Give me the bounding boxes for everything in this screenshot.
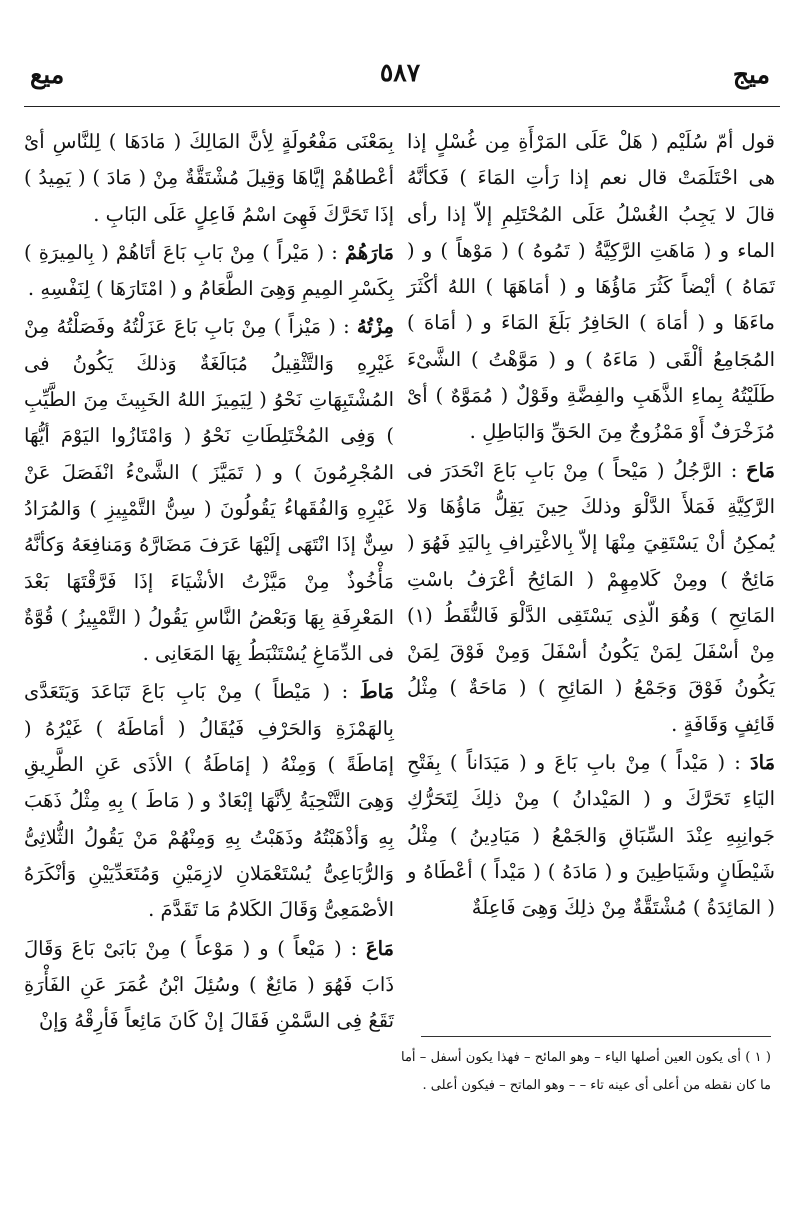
page-header [24,54,776,98]
entry-text: : ( مَيْطاً ) مِنْ بَابِ بَاعَ تَبَاعَدَ وَيَتَعَدَّى بِالهَمْزَةِ وَالحَرْفِ فَيُقَالُ ( أمَاطَهُ ) غَيْرُهُ ( إمَاطَةً ) وَمِنْهُ ( إمَاطَةُ ) الأذَى عَنِ الطَّرِيقِ وَهِىَ التَّنْحِيَةُ لِأنَّهَا إبْعَادٌ و ( مَاطَ ) بِهِ مِثْلُ ذَهَبَ بِهِ وَأذْهَبْتُهُ وذَهَبْتُ بِهِ وَمِنْهُمْ مَنْ يَقُولُ الثُّلاثِىُّ وَالرُّبَاعِىُّ يُسْتَعْمَلانِ لازِمَيْنِ وَمُتَعَدِّيَيْنِ وَأنْكَرَهُ الأصْمَعِىُّ وَقَالَ الكَلامُ مَا تَقَدَّمَ . [24,680,394,922]
entry-text: : ( مَيْراً ) مِنْ بَابِ بَاعَ أتَاهُمْ ( بِالمِيرَةِ ) بِكَسْرِ المِيمِ وَهِىَ الطَّعَامُ و ( امْتَارَهَا ) لِنَفْسِهِ . [24,240,394,301]
right-column [407,124,775,927]
entry-text: : ( مَيْعاً ) و ( مَوْعاً ) مِنْ بَابَىْ بَاعَ وَقَالَ ذَابَ فَهُوَ ( مَائِعٌ ) وسُئِلَ ابْنُ عُمَرَ عَنِ الفَأْرَةِ تَقَعُ فِى السَّمْنِ فَقَالَ إنْ كَانَ مَائِعاً فَأرِقْهُ وَإنْ [24,936,394,1033]
entry-text: : ( مَيْزاً ) مِنْ بَابِ بَاعَ عَزَلْتُهُ وفَصَلْتُهُ مِنْ غَيْرِهِ وَالتَّثْقِيلُ مُبَالَغَةٌ وَذلكَ يَكُونُ فى المُشْتَبِهَاتِ نَحْوُ ( لِيَمِيزَ اللهُ الخَبِيثَ مِنَ الطَّيِّبِ ) وَفِى المُخْتَلِطَاتِ نَحْوُ ( وَامْتَازُوا اليَوْمَ أيُّهَا المُجْرِمُونَ ) و ( تَمَيَّزَ ) الشَّىْءُ انْفَصَلَ عَنْ غَيْرِهِ وَالفُقَهاءُ يَقُولُونَ ( سِنُّ التَّمْيِيزِ ) وَالمُرَادُ سِنٌّ إذَا انْتَهَى إلَيْهَا عَرَفَ مَضَارَّهُ وَمَنافِعَهُ وَكأنَّهُ مَأْخُوذٌ مِنْ مَيَّزْتُ الأشْيَاءَ إذَا فَرَّقْتَهَا بَعْدَ المَعْرِفَةِ بِهَا وَبَعْضُ النَّاسِ يَقُولُ ( التَّمْيِيزُ ) قُوَّةٌ فى الدِّمَاغِ يُسْتَنْبَطُ بِهَا المَعَانِى . [24,315,394,666]
entry [24,674,394,928]
entry-headword: مَادَ [749,751,776,775]
paragraph [407,124,775,451]
footnote [401,1044,771,1100]
header-rule [24,106,780,107]
entry [24,235,394,308]
header-left-word: ميع [30,60,65,89]
paragraph-text: قول أمّ سُلَيْم ( هَلْ عَلَى المَرْأَةِ مِن غُسْلٍ إذا هى احْتَلَمَتْ قال نعم إذا رَأتِ المَاءَ ) فَكأنَّهُ قالَ لا يَجِبُ الغُسْلُ عَلَى المُحْتَلِمِ إلاّ إذا رأى الماء و ( مَاهَتِ الرَّكِيَّةُ ( تَمُوهُ ) ( مَوْهاً ) و ( تَمَاهُ ) أيْضاً كَثُرَ مَاؤُهَا و ( أمَاهَهَا ) اللهُ أكْثَرَ ماءَهَا و ( أمَاهَ ) الحَافِرُ بَلَغَ المَاءَ و ( أمَاهَ ) المُجَامِعُ ألْقَى ( مَاءَهُ ) و ( مَوَّهْتُ ) الشَّىْءَ طَلَيْتُهُ بِماءِ الذَّهَبِ والفِضَّةِ وقَوْلٌ ( مُمَوَّهٌ ) أىْ مُزَخْرَفٌ أَوْ مَمْزُوجٌ مِنَ الحَقِّ وَالبَاطِلِ . [407,130,775,444]
entry [24,309,394,672]
entry-headword: مَارَهُمْ [344,240,394,264]
left-column [24,124,394,1039]
paragraph [24,124,394,233]
paragraph-text: بِمَعْنَى مَفْعُولَةٍ لِأنَّ المَالِكَ ( مَادَهَا ) لِلنَّاسِ أىْ أعْطاهُمْ إيَّاهَا وَقِيلَ مُشْتَقَّةٌ مِنْ ( مَادَ ) ( يَمِيدُ ) إذَا تَحَرَّكَ فَهِىَ اسْمُ فَاعِلٍ عَلَى البَابِ . [24,130,394,226]
footnote-text: ( ١ ) أى يكون العين أصلها الياء – وهو المائح – فهذا يكون أسفل – أما ما كان نقطه من أعلى أى عينه تاء – – وهو الماتح – فيكون أعلى . [401,1050,771,1093]
header-right-word: ميج [732,60,770,89]
entry-headword: مَاحَ [746,458,775,482]
entry [24,931,394,1040]
page-number: ٥٨٧ [379,58,421,87]
entry-headword: مَاعَ [365,936,394,960]
entry-headword: مِزْتُهُ [356,315,394,339]
entry-text: : ( مَيْداً ) مِنْ بابِ بَاعَ و ( مَيَدَاناً ) بِفَتْحِ اليَاءِ تَحَرَّكَ و ( المَيْدانُ ) مِنْ ذلِكَ لِتَحَرُّكِ جَوانِبِهِ عِنْدَ السِّبَاقِ وَالجَمْعُ ( مَيَادِينُ ) مِثْلُ شَيْطَانٍ وشَيَاطِينَ و ( مَادَهُ ) ( مَيْداً ) أعْطَاهُ و ( المَائِدَةُ ) مُشْتَقَّةٌ مِنْ ذلِكَ وَهِىَ فَاعِلَةٌ [407,751,775,920]
entry-text: : الرَّجُلُ ( مَيْحاً ) مِنْ بَابِ بَاعَ انْحَدَرَ فى الرَّكِيَّةِ فَمَلأَ الدَّلْوَ وذلكَ حِينَ يَقِلُّ مَاؤُهَا وَلا يُمكِنُ أنْ يَسْتَقِيَ مِنْهَا إلاّ بِالاغْتِرافِ بِاليَدِ فَهُوَ ( مَائِحٌ ) ومِنْ كَلامِهِمْ ( المَائِحُ أعْرَفُ باسْتِ المَاتِحِ ) وَهُوَ الّذِى يَسْتَقِى الدَّلْوَ فَالنُّقَطُ (١) مِنْ أسْفَلَ لِمَنْ يَكُونُ أسْفَلَ وَمِنْ فَوْقَ لِمَنْ يَكُونُ فَوْقَ وَجَمْعُ ( المَائِحِ ) ( مَاحَةٌ ) مِثْلُ قَائِفٍ وَقَافَةٍ . [407,458,775,736]
entry-headword: مَاطَ [359,680,394,704]
entry [407,745,775,926]
footnote-rule [421,1036,771,1037]
entry [407,453,775,743]
